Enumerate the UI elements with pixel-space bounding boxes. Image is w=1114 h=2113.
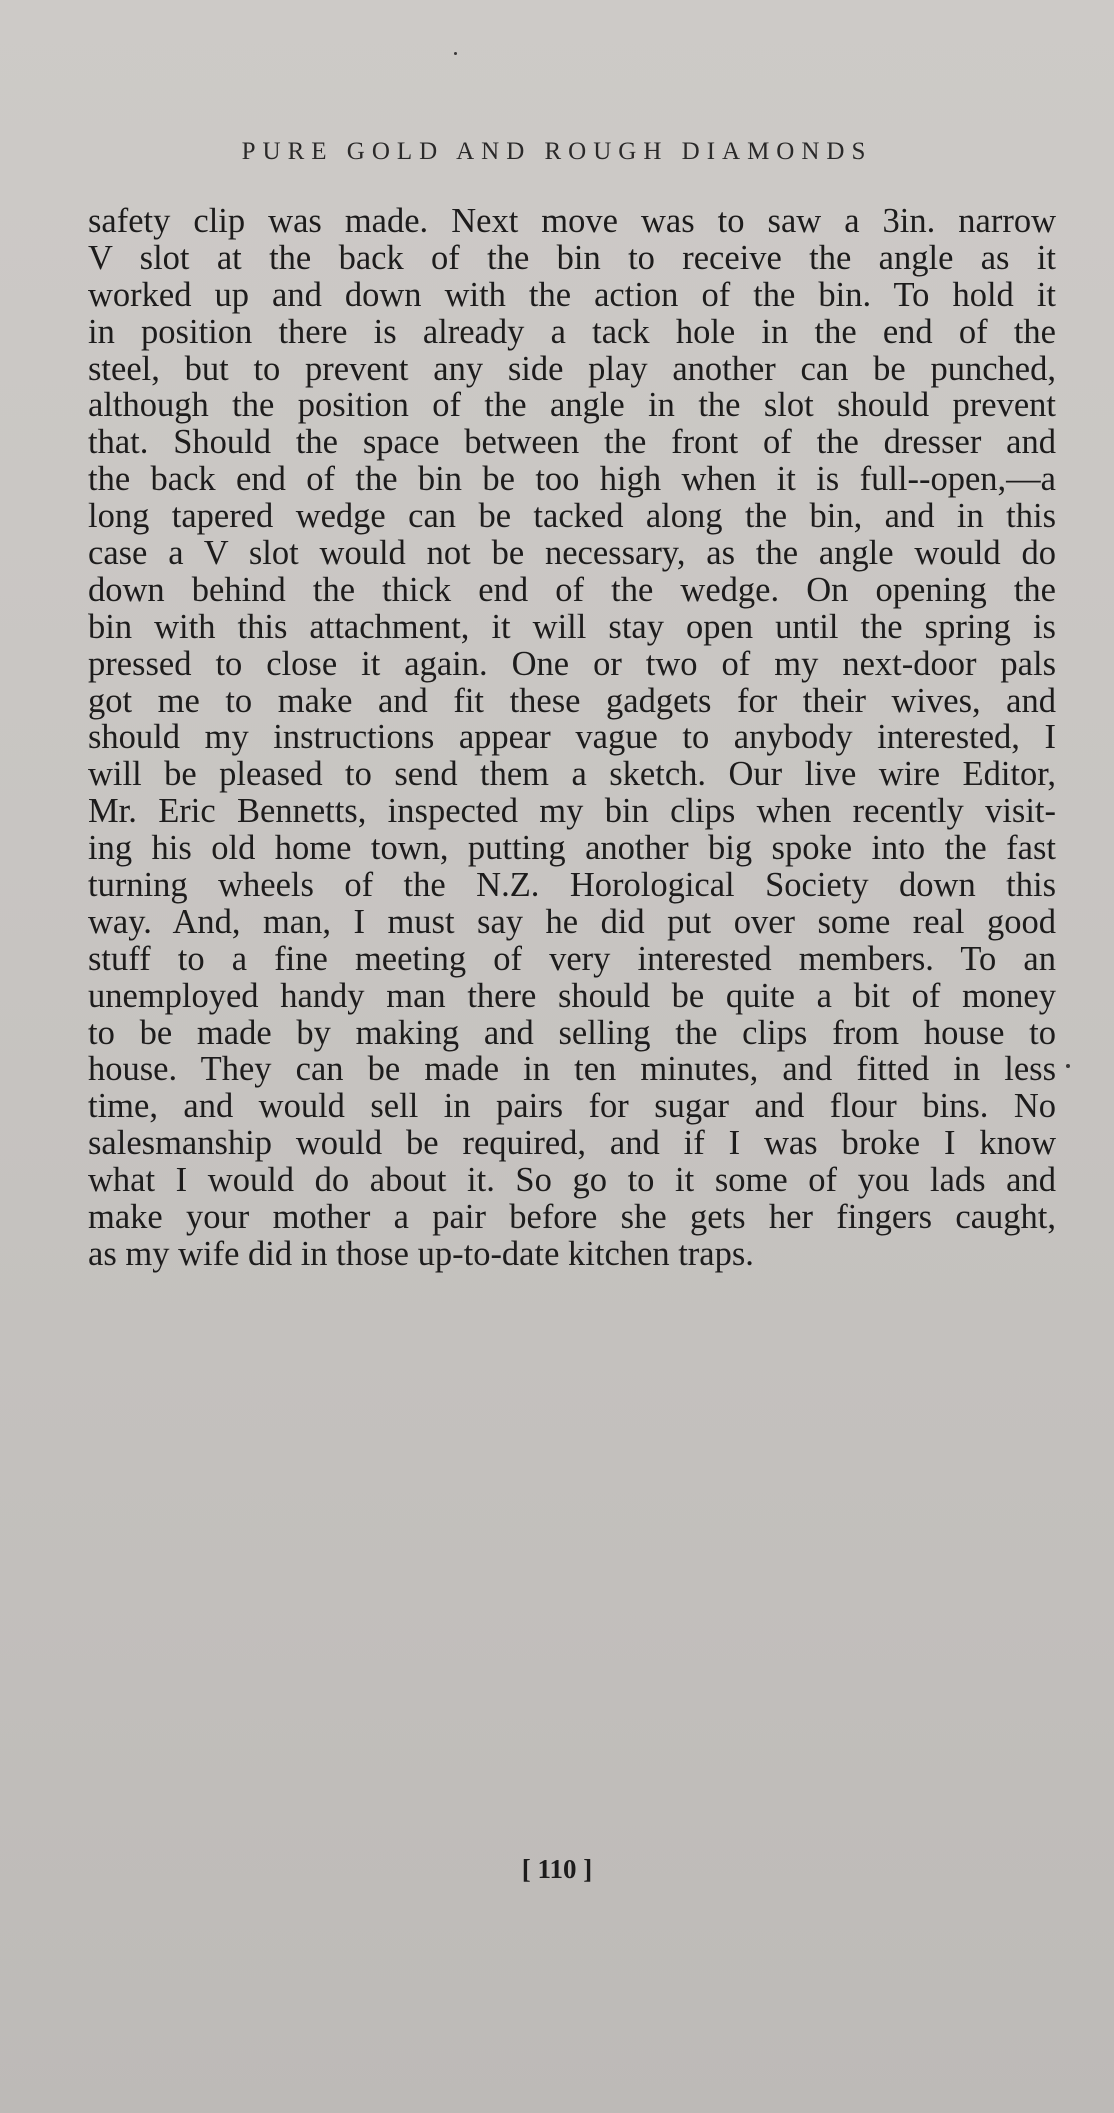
text-line-last: as my wife did in those up-to-date kitchen traps. (88, 1234, 754, 1273)
body-text (88, 203, 1056, 1273)
text-line: worked up and down with the action of the bin. To hold it (88, 275, 1056, 314)
text-line: safety clip was made. Next move was to saw a 3in. narrow (88, 202, 1056, 240)
text-line: steel, but to prevent any side play another can be punched, (88, 349, 1056, 388)
text-line: turning wheels of the N.Z. Horological Society down this (88, 866, 1056, 905)
text-line: will be pleased to send them a sketch. Our live wire Editor, (88, 755, 1056, 794)
text-line: got me to make and fit these gadgets for their wives, and (88, 681, 1056, 720)
text-line: what I would do about it. So go to it some of you lads and (88, 1161, 1056, 1200)
text-line: in position there is already a tack hole in the end of the (88, 312, 1056, 351)
text-line: that. Should the space between the front of the dresser and (88, 423, 1056, 462)
text-line: ing his old home town, putting another big spoke into the fast (88, 829, 1056, 868)
text-line: Mr. Eric Bennetts, inspected my bin clips when recently visit- (88, 792, 1056, 831)
text-line: house. They can be made in ten minutes, and fitted in less (88, 1050, 1056, 1089)
text-line: although the position of the angle in the slot should prevent (88, 386, 1056, 425)
text-line: long tapered wedge can be tacked along the bin, and in this (88, 497, 1056, 536)
text-line: unemployed handy man there should be quite a bit of money (88, 976, 1056, 1015)
text-line: V slot at the back of the bin to receive the angle as it (88, 238, 1056, 277)
text-line: way. And, man, I must say he did put over some real good (88, 902, 1056, 941)
text-line: should my instructions appear vague to anybody interested, I (88, 718, 1056, 757)
text-line: pressed to close it again. One or two of my next-door pals (88, 644, 1056, 683)
text-line: stuff to a fine meeting of very interested members. To an (88, 939, 1056, 978)
text-line: time, and would sell in pairs for sugar and flour bins. No (88, 1087, 1056, 1126)
page-number: [ 110 ] (521, 1854, 593, 1884)
text-line: to be made by making and selling the clips from house to (88, 1013, 1056, 1052)
text-line: down behind the thick end of the wedge. On opening the (88, 570, 1056, 609)
running-head: PURE GOLD AND ROUGH DIAMONDS (241, 138, 873, 165)
print-speck (1066, 1064, 1070, 1068)
text-line: case a V slot would not be necessary, as the angle would do (88, 534, 1056, 573)
print-speck (454, 52, 457, 55)
text-line: salesmanship would be required, and if I was broke I know (88, 1124, 1056, 1163)
text-line: make your mother a pair before she gets her fingers caught, (88, 1198, 1056, 1237)
text-line: bin with this attachment, it will stay open until the spring is (88, 607, 1056, 646)
text-line: the back end of the bin be too high when it is full--open,—a (88, 460, 1056, 499)
